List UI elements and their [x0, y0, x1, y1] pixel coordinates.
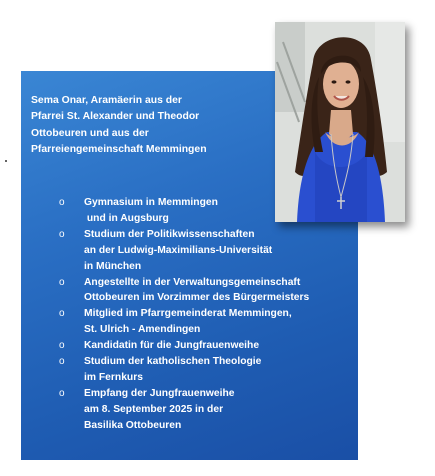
list-item: [50, 275, 360, 307]
list-item-line: Mitglied im Pfarrgemeinderat Memmingen,: [84, 308, 292, 320]
intro-line: Pfarrei St. Alexander und Theodor: [31, 111, 200, 123]
bullet-icon: o: [59, 340, 65, 352]
intro-text: [31, 93, 271, 159]
bio-list: [50, 195, 360, 434]
list-item: [50, 338, 360, 354]
bullet-icon: o: [59, 276, 65, 288]
portrait-illustration: [275, 22, 405, 222]
list-item-line: St. Ulrich - Amendingen: [84, 324, 201, 336]
bullet-icon: o: [59, 197, 65, 208]
intro-line: Ottobeuren und aus der: [31, 127, 149, 139]
list-item-line: und in Augsburg: [84, 212, 169, 224]
list-item-line: an der Ludwig-Maximilians-Universität: [84, 244, 273, 256]
list-item: [50, 354, 360, 386]
list-item: [50, 386, 360, 434]
list-item-line: Studium der Politikwissenschaften: [84, 228, 255, 240]
list-item-line: in München: [84, 260, 142, 272]
intro-line: Pfarreiengemeinschaft Memmingen: [31, 144, 207, 156]
bullet-icon: o: [59, 228, 65, 240]
list-item-line: Studium der katholischen Theologie: [84, 356, 262, 368]
list-item-line: Basilika Ottobeuren: [84, 419, 182, 431]
list-item: [50, 195, 360, 227]
bullet-icon: o: [59, 387, 65, 399]
list-item-line: Angestellte in der Verwaltungsgemeinschaft: [84, 276, 301, 288]
list-item-line: im Fernkurs: [84, 371, 143, 383]
stray-dot: [5, 160, 7, 162]
list-item-line: Ottobeuren im Vorzimmer des Bürgermeisters: [84, 292, 310, 304]
list-item: [50, 227, 360, 275]
bullet-icon: o: [59, 308, 65, 320]
intro-line: Sema Onar, Aramäerin aus der: [31, 95, 182, 106]
list-item-line: Empfang der Jungfrauenweihe: [84, 387, 235, 399]
list-item-line: am 8. September 2025 in der: [84, 403, 224, 415]
list-item-line: Gymnasium in Memmingen: [84, 197, 218, 208]
list-item: [50, 306, 360, 338]
bullet-icon: o: [59, 356, 65, 368]
list-item-line: Kandidatin für die Jungfrauenweihe: [84, 340, 260, 352]
portrait-photo: [275, 22, 405, 222]
